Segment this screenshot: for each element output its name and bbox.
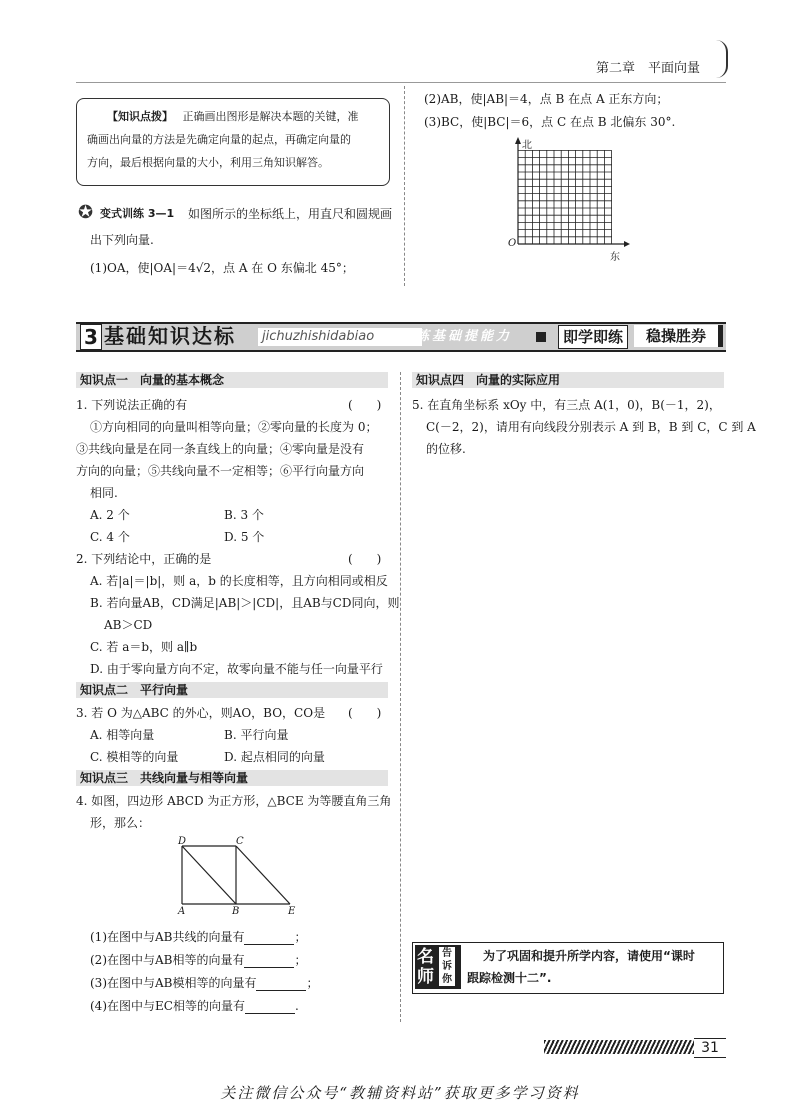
page-number: 31 xyxy=(694,1038,726,1058)
q3-option-c: C. 模相等的向量 xyxy=(90,750,179,764)
q3-option-d: D. 起点相同的向量 xyxy=(224,750,325,764)
practice-item-2: (2)AB，使|AB|＝4，点 B 在点 A 正东方向； xyxy=(424,92,669,106)
figure-label-A: A xyxy=(178,906,186,917)
banner-slogan: 练基础提能力 xyxy=(416,329,513,344)
practice-line-2: 出下列向量. xyxy=(90,233,154,247)
teacher-line-2: 跟踪检测十二”. xyxy=(467,971,552,985)
q1-option-c: C. 4 个 xyxy=(90,530,130,544)
q1-line-1: ①方向相同的向量叫相等向量；②零向量的长度为 0； xyxy=(90,420,378,434)
section-header-1: 知识点一 向量的基本概念 xyxy=(76,372,388,388)
coordinate-grid xyxy=(500,136,630,256)
chapter-header: 第二章 平面向量 xyxy=(596,61,701,76)
q1-line-2: ③共线向量是在同一条直线上的向量；④零向量是没有 xyxy=(76,442,365,456)
tip-line-1: 正确画出图形是解决本题的关键，准 xyxy=(182,110,359,123)
q1-answer-paren: ( ) xyxy=(348,398,382,412)
grid-east-label: 东 xyxy=(610,252,620,263)
tip-line-2: 确画出向量的方法是先确定向量的起点，再确定向量的 xyxy=(87,133,351,146)
banner-title: 基础知识达标 xyxy=(104,324,236,348)
figure-label-D: D xyxy=(178,836,187,847)
q1-line-3: 方向的向量；⑤共线向量不一定相等；⑥平行向量方向 xyxy=(76,464,365,478)
q4-stem-line-2: 形，那么： xyxy=(90,816,151,830)
practice-badge: 变式训练 3—1 xyxy=(100,207,175,220)
section-header-3: 知识点三 共线向量与相等向量 xyxy=(76,770,388,786)
answer-blank[interactable] xyxy=(244,953,294,968)
q3-option-b: B. 平行向量 xyxy=(224,728,289,742)
banner-pinyin: jichuzhishidabiao xyxy=(258,328,422,346)
q4-item-4: (4)在图中与EC相等的向量有 . xyxy=(90,999,299,1013)
answer-blank[interactable] xyxy=(256,976,306,991)
section-header-2: 知识点二 平行向量 xyxy=(76,682,388,698)
column-divider-bottom xyxy=(400,372,401,1022)
footer-note: 关注微信公众号“教辅资料站”获取更多学习资料 xyxy=(220,1084,580,1102)
q2-option-c: C. 若 a＝b，则 a∥b xyxy=(90,640,198,654)
banner-number: 3 xyxy=(80,324,102,350)
teacher-badge: 名师 告诉你 xyxy=(415,945,461,989)
q4-item-1: (1)在图中与AB共线的向量有 ； xyxy=(90,930,307,944)
q1-option-d: D. 5 个 xyxy=(224,530,265,544)
figure-label-C: C xyxy=(236,836,244,847)
section-banner xyxy=(76,322,726,352)
q5-line-3: 的位移. xyxy=(426,442,466,456)
banner-tag-1: 即学即练 xyxy=(558,325,628,349)
practice-line-1: 如图所示的坐标纸上，用直尺和圆规画 xyxy=(188,207,393,221)
answer-blank[interactable] xyxy=(245,999,295,1014)
q1-line-4: 相同. xyxy=(90,486,118,500)
tip-box xyxy=(76,98,390,186)
q2-answer-paren: ( ) xyxy=(348,552,382,566)
q2-option-d: D. 由于零向量方向不定，故零向量不能与任一向量平行 xyxy=(90,662,383,676)
q4-item-3: (3)在图中与AB模相等的向量有 ； xyxy=(90,976,319,990)
star-icon: ✪ xyxy=(78,202,94,223)
grid-origin-label: O xyxy=(508,238,517,249)
figure-label-B: B xyxy=(232,906,240,917)
column-divider-top xyxy=(404,86,405,286)
q3-stem: 3. 若 O 为△ABC 的外心，则AO，BO，CO是 xyxy=(76,706,326,720)
q3-answer-paren: ( ) xyxy=(348,706,382,720)
q4-stem-line-1: 4. 如图，四边形 ABCD 为正方形，△BCE 为等腰直角三角 xyxy=(76,794,392,808)
q3-option-a: A. 相等向量 xyxy=(90,728,155,742)
q5-line-2: C(－2，2)，请用有向线段分别表示 A 到 B，B 到 C，C 到 A xyxy=(426,420,756,434)
q1-option-b: B. 3 个 xyxy=(224,508,264,522)
q2-option-b-line-2: AB＞CD xyxy=(104,618,153,632)
square-triangle-figure xyxy=(176,836,306,920)
header-bracket xyxy=(716,40,728,78)
q2-option-b-line-1: B. 若向量AB，CD满足|AB|＞|CD|，且AB与CD同向，则 xyxy=(90,596,400,610)
answer-blank[interactable] xyxy=(244,930,294,945)
q2-option-a: A. 若|a|＝|b|，则 a，b 的长度相等，且方向相同或相反 xyxy=(90,574,388,588)
practice-item-3: (3)BC，使|BC|＝6，点 C 在点 B 北偏东 30°. xyxy=(424,115,676,129)
banner-square-icon xyxy=(536,332,546,342)
teacher-line-1: 为了巩固和提升所学内容，请使用“课时 xyxy=(483,949,695,963)
q4-item-2: (2)在图中与AB相等的向量有 ； xyxy=(90,953,307,967)
page-number-stripes xyxy=(544,1040,694,1054)
section-header-4: 知识点四 向量的实际应用 xyxy=(412,372,724,388)
q2-stem: 2. 下列结论中，正确的是 xyxy=(76,552,212,566)
grid-north-label: 北 xyxy=(522,140,532,151)
figure-label-E: E xyxy=(288,906,296,917)
tip-title: 【知识点拨】 xyxy=(107,110,173,123)
q5-line-1: 5. 在直角坐标系 xOy 中，有三点 A(1，0)，B(－1，2)， xyxy=(412,398,721,412)
q1-stem: 1. 下列说法正确的有 xyxy=(76,398,188,412)
header-rule xyxy=(76,82,726,83)
tip-line-3: 方向，最后根据向量的大小，利用三角知识解答。 xyxy=(87,156,329,169)
banner-tag-2: 稳操胜券 xyxy=(634,325,723,347)
q1-option-a: A. 2 个 xyxy=(90,508,130,522)
practice-item-1: (1)OA，使|OA|＝4√2，点 A 在 O 东偏北 45°； xyxy=(90,261,354,275)
teacher-tip-box xyxy=(412,942,724,994)
